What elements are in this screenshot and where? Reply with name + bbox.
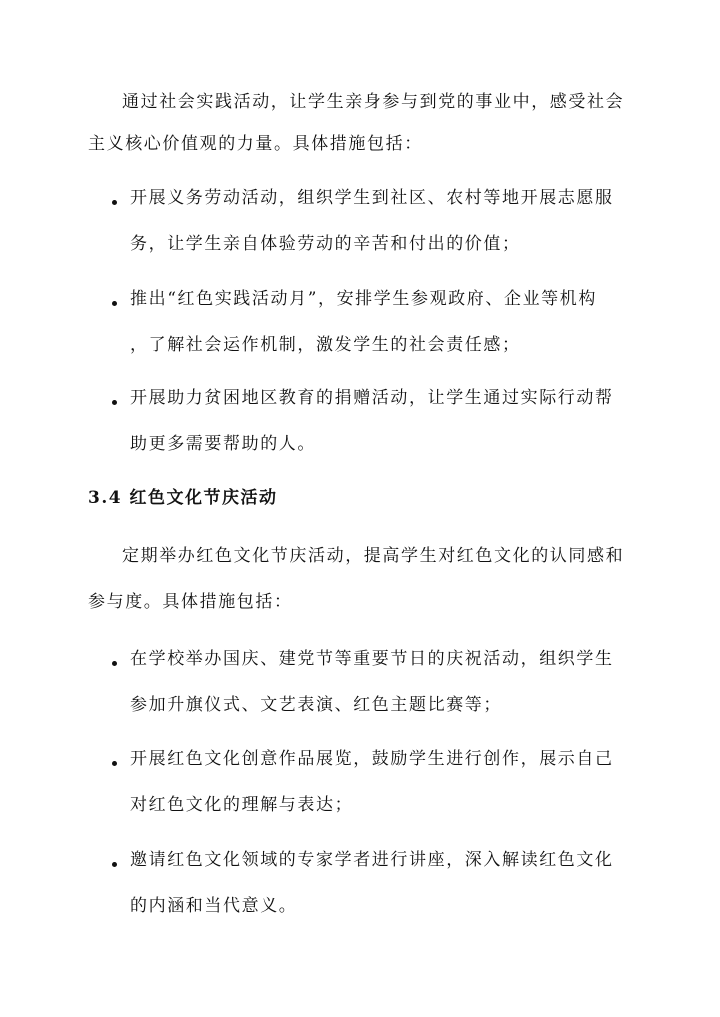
- paragraph-line: 通过社会实践活动，让学生亲身参与到党的事业中，感受社会: [122, 92, 625, 112]
- list-item-line: 务，让学生亲自体验劳动的辛苦和付出的价值；: [130, 234, 521, 254]
- bullet-dot: [112, 761, 117, 766]
- section-heading: 3.4 红色文化节庆活动: [88, 488, 278, 508]
- bullet-dot: [112, 661, 117, 666]
- paragraph-line: 主义核心价值观的力量。具体措施包括：: [88, 134, 423, 154]
- list-item-line: 推出“红色实践活动月”，安排学生参观政府、企业等机构: [130, 289, 597, 309]
- bullet-dot: [112, 862, 117, 867]
- bullet-dot: [112, 200, 117, 205]
- bullet-dot: [112, 400, 117, 405]
- list-item-line: 开展义务劳动活动，组织学生到社区、农村等地开展志愿服: [130, 188, 614, 208]
- paragraph-line: 参与度。具体措施包括：: [88, 592, 293, 612]
- list-item-line: ，了解社会运作机制，激发学生的社会责任感；: [130, 335, 521, 355]
- list-item-line: 在学校举办国庆、建党节等重要节日的庆祝活动，组织学生: [130, 649, 614, 669]
- list-item-line: 的内涵和当代意义。: [130, 896, 298, 916]
- list-item-line: 参加升旗仪式、文艺表演、红色主题比赛等；: [130, 695, 502, 715]
- list-item-line: 助更多需要帮助的人。: [130, 434, 316, 454]
- paragraph-line: 定期举办红色文化节庆活动，提高学生对红色文化的认同感和: [122, 546, 625, 566]
- bullet-dot: [112, 301, 117, 306]
- list-item-line: 开展红色文化创意作品展览，鼓励学生进行创作，展示自己: [130, 749, 614, 769]
- list-item-line: 对红色文化的理解与表达；: [130, 795, 354, 815]
- list-item-line: 开展助力贫困地区教育的捐赠活动，让学生通过实际行动帮: [130, 388, 614, 408]
- list-item-line: 邀请红色文化领域的专家学者进行讲座，深入解读红色文化: [130, 850, 614, 870]
